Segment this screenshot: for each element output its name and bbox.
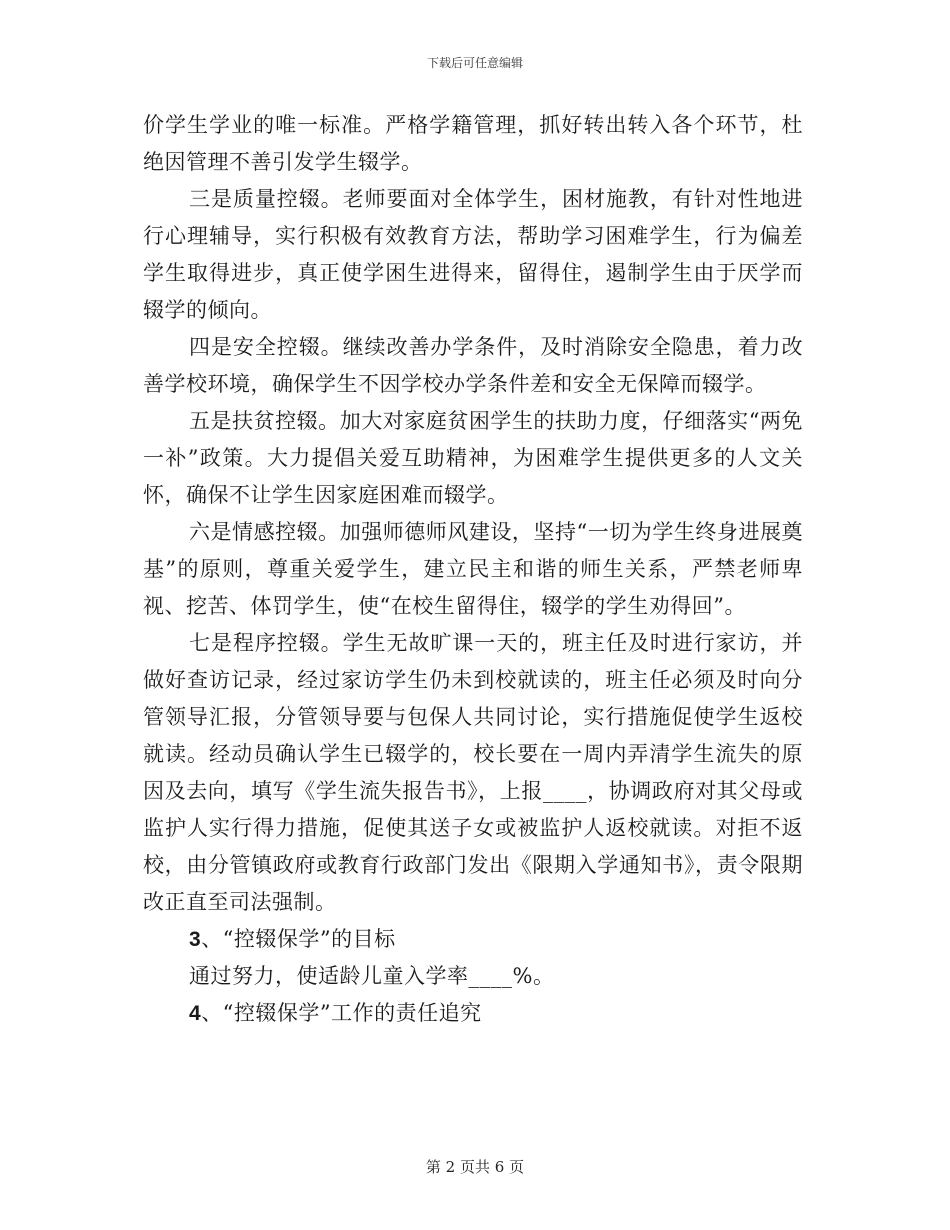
- section-title: 、“控辍保学”工作的责任追究: [201, 1001, 482, 1025]
- paragraph-safety-control: 四是安全控辍。继续改善办学条件，及时消除安全隐患，着力改善学校环境，确保学生不因学校办学条件差和安全无保障而辍学。: [143, 335, 803, 396]
- paragraph-emotion-control: 六是情感控辍。加强师德师风建设，坚持“一切为学生终身进展奠基”的原则，尊重关爱学生，建立民主和谐的师生关系，严禁老师卑视、挖苦、体罚学生，使“在校生留得住，辍学的学生劝得回”。: [143, 520, 803, 618]
- section-title: 、“控辍保学”的目标: [201, 927, 396, 951]
- section-number: 4: [189, 1002, 202, 1025]
- paragraph-quality-control: 三是质量控辍。老师要面对全体学生，困材施教，有针对性地进行心理辅导，实行积极有效教育方法，帮助学习困难学生，行为偏差学生取得进步，真正使学困生进得来，留得住，遏制学生由于厌学而辍学的倾向。: [143, 187, 803, 322]
- section-heading-accountability: [143, 995, 803, 1032]
- page-header: 下载后可任意编辑: [426, 56, 523, 70]
- paragraph-goal: 通过努力，使适龄儿童入学率____%。: [189, 964, 555, 988]
- paragraph-procedure-control: 七是程序控辍。学生无故旷课一天的，班主任及时进行家访，并做好查访记录，经过家访学生仍未到校就读的，班主任必须及时向分管领导汇报，分管领导要与包保人共同讨论，实行措施促使学生返校就读。经动员确认学生已辍学的，校长要在一周内弄清学生流失的原因及去向，填写《学生流失报告书》，上报____，协调政府对其父母或监护人实行得力措施，促使其送子女或被监护人返校就读。对拒不返校，由分管镇政府或教育行政部门发出《限期入学通知书》，责令限期改正直至司法强制。: [143, 631, 803, 914]
- document-body: [143, 107, 803, 1032]
- paragraph-continuation: 价学生学业的唯一标准。严格学籍管理，抓好转出转入各个环节，杜绝因管理不善引发学生辍学。: [143, 113, 803, 174]
- section-number: 3: [189, 928, 202, 951]
- paragraph-poverty-control: 五是扶贫控辍。加大对家庭贫困学生的扶助力度，仔细落实“两免一补”政策。大力提倡关爱互助精神，为困难学生提供更多的人文关怀，确保不让学生因家庭困难而辍学。: [143, 409, 803, 507]
- page-footer: 第 2 页共 6 页: [425, 1158, 525, 1176]
- section-heading-goal: [143, 921, 803, 958]
